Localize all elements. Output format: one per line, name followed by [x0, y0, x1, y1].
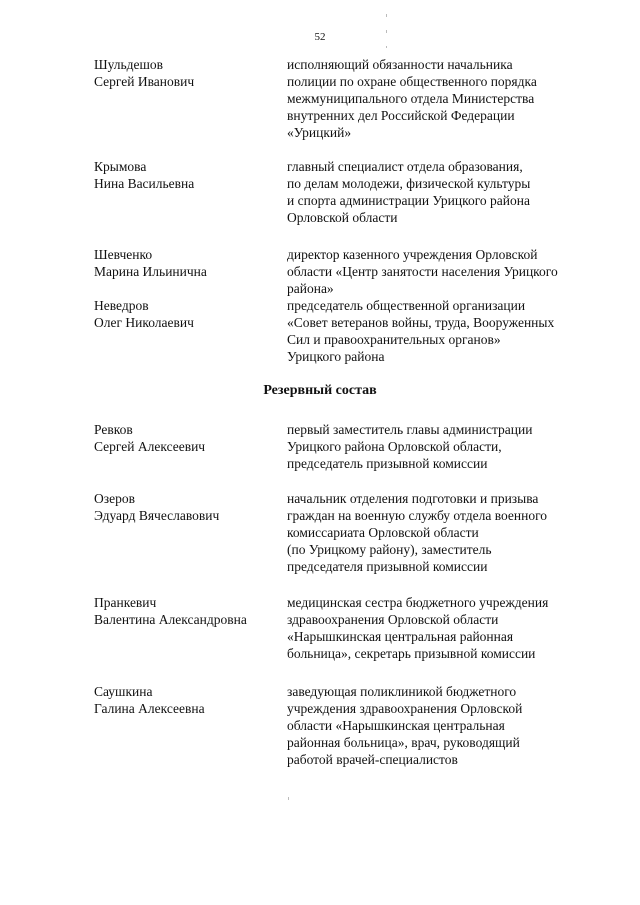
member-surname: Озеров — [94, 491, 135, 506]
member-name — [94, 56, 279, 90]
member-name — [94, 594, 279, 628]
member-position — [287, 246, 607, 297]
position-line: области «Нарышкинская центральная — [287, 718, 505, 733]
position-line: «Нарышкинская центральная районная — [287, 629, 514, 644]
member-name — [94, 246, 279, 280]
page-number: 52 — [314, 31, 326, 43]
member-position — [287, 490, 607, 575]
member-surname: Саушкина — [94, 684, 153, 699]
member-given-names: Галина Алексеевна — [94, 701, 205, 716]
scan-speck — [288, 797, 289, 800]
position-line: главный специалист отдела образования, — [287, 159, 523, 174]
member-given-names: Нина Васильевна — [94, 176, 195, 191]
position-line: заведующая поликлиникой бюджетного — [287, 684, 517, 699]
position-line: районная больница», врач, руководящий — [287, 735, 520, 750]
member-given-names: Марина Ильинична — [94, 264, 207, 279]
position-line: района» — [287, 281, 334, 296]
member-name — [94, 490, 279, 524]
position-line: «Урицкий» — [287, 125, 352, 140]
position-line: начальник отделения подготовки и призыва — [287, 491, 539, 506]
member-given-names: Сергей Иванович — [94, 74, 195, 89]
position-line: комиссариата Орловской области — [287, 525, 479, 540]
position-line: исполняющий обязанности начальника — [287, 57, 513, 72]
position-line: области «Центр занятости населения Урицкого — [287, 264, 558, 279]
member-name — [94, 683, 279, 717]
position-line: Сил и правоохранительных органов» — [287, 332, 501, 347]
member-given-names: Валентина Александровна — [94, 612, 247, 627]
position-line: здравоохранения Орловской области — [287, 612, 499, 627]
member-name — [94, 158, 279, 192]
position-line: полиции по охране общественного порядка — [287, 74, 537, 89]
member-name — [94, 297, 279, 331]
member-surname: Ревков — [94, 422, 133, 437]
position-line: внутренних дел Российской Федерации — [287, 108, 515, 123]
position-line: первый заместитель главы администрации — [287, 422, 533, 437]
position-line: председатель призывной комиссии — [287, 456, 488, 471]
member-given-names: Эдуард Вячеславович — [94, 508, 220, 523]
position-line: «Совет ветеранов войны, труда, Вооруженных — [287, 315, 555, 330]
position-line: председателя призывной комиссии — [287, 559, 488, 574]
position-line: межмуниципального отдела Министерства — [287, 91, 535, 106]
position-line: Урицкого района Орловской области, — [287, 439, 502, 454]
scan-speck — [386, 46, 387, 48]
position-line: Урицкого района — [287, 349, 385, 364]
member-position — [287, 421, 607, 472]
member-given-names: Олег Николаевич — [94, 315, 194, 330]
position-line: председатель общественной организации — [287, 298, 526, 313]
member-position — [287, 297, 607, 365]
member-surname: Крымова — [94, 159, 147, 174]
member-surname: Шевченко — [94, 247, 153, 262]
position-line: работой врачей-специалистов — [287, 752, 458, 767]
scan-speck — [386, 30, 387, 33]
member-name — [94, 421, 279, 455]
position-line: учреждения здравоохранения Орловской — [287, 701, 523, 716]
member-surname: Шульдешов — [94, 57, 164, 72]
member-surname: Неведров — [94, 298, 149, 313]
reserve-section-heading: Резервный состав — [263, 383, 377, 398]
position-line: (по Урицкому району), заместитель — [287, 542, 492, 557]
member-surname: Пранкевич — [94, 595, 157, 610]
position-line: медицинская сестра бюджетного учреждения — [287, 595, 549, 610]
position-line: Орловской области — [287, 210, 398, 225]
position-line: по делам молодежи, физической культуры — [287, 176, 531, 191]
member-given-names: Сергей Алексеевич — [94, 439, 206, 454]
member-position — [287, 683, 607, 768]
position-line: и спорта администрации Урицкого района — [287, 193, 530, 208]
scan-speck — [386, 14, 387, 17]
position-line: граждан на военную службу отдела военного — [287, 508, 548, 523]
member-position — [287, 594, 607, 662]
member-position — [287, 158, 607, 226]
member-position — [287, 56, 607, 141]
position-line: директор казенного учреждения Орловской — [287, 247, 538, 262]
position-line: больница», секретарь призывной комиссии — [287, 646, 536, 661]
